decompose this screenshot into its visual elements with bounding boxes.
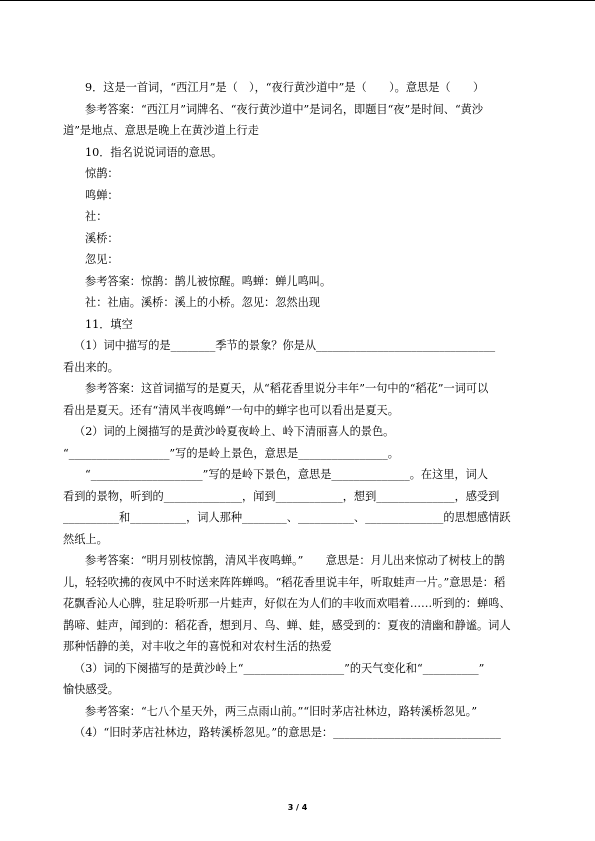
term-hujian: 忽见：	[85, 253, 119, 266]
answer-9-line-2: 道”是地点、意思是晚上在黄沙道上行走	[63, 124, 259, 137]
top-rule	[0, 0, 595, 1]
question-11-3-cont: 愉快感受。	[63, 683, 119, 696]
question-10: 10．指名说说词语的意思。	[85, 145, 223, 159]
question-9: 9．这是一首词，“西江月”是（ ），“夜行黄沙道中”是（ ）。意思是（ ）	[85, 81, 485, 94]
answer-11-2-line-3: 花飘香沁人心脾，驻足聆听那一片蛙声，好似在为人们的丰收而欢唱着……听到的：蝉鸣、	[63, 597, 511, 610]
term-she: 社：	[85, 210, 108, 223]
question-11: 11．填空	[85, 317, 133, 331]
answer-10-line-1: 参考答案：惊鹊：鹊儿被惊醒。鸣蝉：蝉儿鸣叫。	[85, 274, 332, 288]
answer-11-2-line-2: 儿，轻轻吹拂的夜风中不时送来阵阵蝉鸣。“稻花香里说丰年，听取蛙声一片。”意思是：稻	[63, 575, 506, 589]
term-xiqiao: 溪桥：	[85, 231, 119, 245]
term-mingchan: 鸣蝉：	[85, 188, 119, 202]
term-jingque: 惊鹊：	[85, 167, 119, 180]
answer-11-1-line-1: 参考答案：这首词描写的是夏天，从“稻花香里说分丰年”一句中的“稻花”一词可以	[85, 382, 489, 395]
question-11-3: （3）词的下阕描写的是黄沙岭上“__________________”的天气变化和“__________”	[74, 661, 485, 675]
answer-11-2-line-4: 鹊啼、蛙声，闻到的：稻花香，想到月、鸟、蝉、蛙，感受到的：夏夜的清幽和静谧。词人	[63, 618, 511, 632]
answer-10-line-2: 社：社庙。溪桥：溪上的小桥。忽见：忽然出现	[85, 296, 320, 309]
question-11-2-line-3: 看到的景物，听到的______________，闻到____________，想到______________，感受到	[63, 489, 500, 503]
document-body	[63, 77, 533, 744]
question-11-2-line-1: “__________________”写的是岭上景色，意思是________________。	[63, 446, 399, 460]
answer-9-line-1: 参考答案：“西江月”词牌名、“夜行黄沙道中”是词名，即题目“夜”是时间、“黄沙	[85, 102, 484, 116]
question-11-2-line-4: __________和__________，词人那种________、__________、______________的思想感情跃	[63, 511, 511, 524]
question-11-2: （2）词的上阕描写的是黄沙岭夏夜岭上、岭下清丽喜人的景色。	[74, 425, 395, 438]
answer-11-2-line-1: 参考答案：“明月别枝惊鹊，清风半夜鸣蝉。” 意思是：月儿出来惊动了树枝上的鹊	[85, 554, 505, 567]
question-11-1: （1）词中描写的是________季节的景象？你是从________________________________	[74, 339, 496, 352]
answer-11-1-line-2: 看出是夏天。还有“清风半夜鸣蝉”一句中的蝉字也可以看出是夏天。	[63, 403, 399, 417]
answer-11-2-line-5: 那种恬静的美，对丰收之年的喜悦和对农村生活的热爱	[63, 640, 332, 653]
answer-11-3: 参考答案：“七八个星天外，两三点雨山前。”“旧时茅店社林边，路转溪桥忽见。”	[85, 704, 478, 718]
question-11-4: （4）“旧时茅店社林边，路转溪桥忽见。”的意思是：______________________________	[74, 726, 501, 739]
question-11-2-line-2: “____________________”写的是岭下景色，意思是______________。在这里，词人	[85, 468, 489, 481]
question-11-2-line-5: 然纸上。	[63, 532, 108, 546]
question-11-1-cont: 看出来的。	[63, 360, 119, 374]
page-number: 3 / 4	[287, 803, 308, 812]
